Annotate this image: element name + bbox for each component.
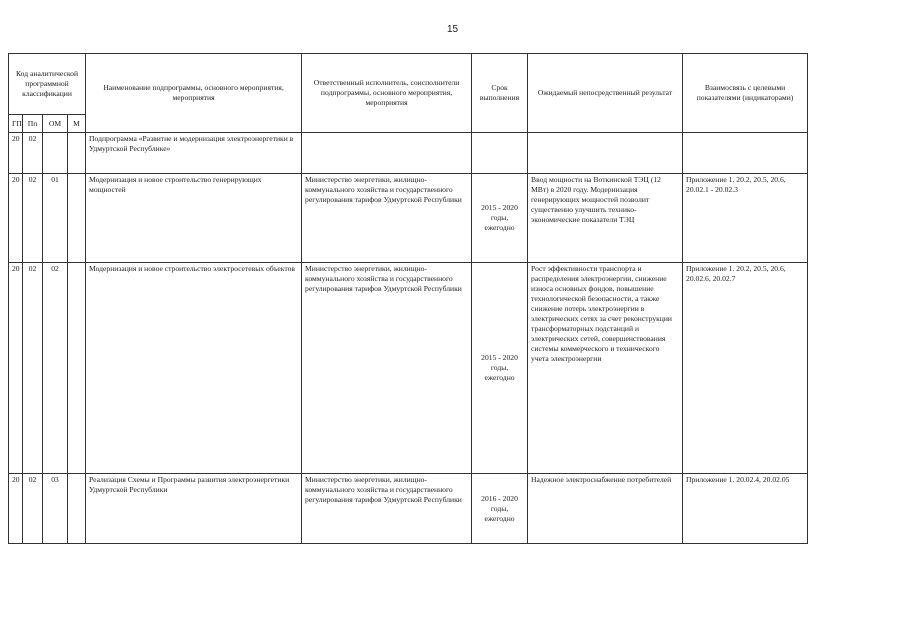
cell-pp: 02 [23, 133, 43, 174]
cell-om [43, 133, 68, 174]
cell-pp: 02 [23, 474, 43, 544]
cell-om: 03 [43, 474, 68, 544]
cell-result: Ввод мощности на Воткинской ТЭЦ (12 МВт) в 2020 году. Модернизация генерирующих мощностей позволит существенно улучшить технико-экономические показатели ТЭЦ [528, 174, 683, 263]
header-gp: ГП [9, 115, 23, 133]
cell-gp: 20 [9, 474, 23, 544]
cell-m [68, 474, 86, 544]
header-code: Код аналитической программной классификации [9, 54, 86, 115]
cell-executor: Министерство энергетики, жилищно-коммунального хозяйства и государственного регулирования тарифов Удмуртской Республики [302, 474, 472, 544]
cell-result: Рост эффективности транспорта и распределения электроэнергии, снижение износа основных фондов, повышение технологической безопасности, а также снижение потерь электроэнергии в электрических сетях за счет реконструкции трансформаторных подстанций и электрических сетей, совершенствования системы коммерческого и технического учета электроэнергии [528, 263, 683, 474]
header-result: Ожидаемый непосредственный результат [528, 54, 683, 133]
cell-om: 01 [43, 174, 68, 263]
header-m: М [68, 115, 86, 133]
table-row [9, 474, 808, 544]
cell-term: 2015 - 2020 годы, ежегодно [472, 263, 528, 474]
cell-term: 2015 - 2020 годы, ежегодно [472, 174, 528, 263]
header-om: ОМ [43, 115, 68, 133]
header-executor: Ответственный исполнитель, соисполнители подпрограммы, основного мероприятия, мероприятия [302, 54, 472, 133]
cell-link: Приложение 1. 20.02.4, 20.02.05 [683, 474, 808, 544]
header-pp: Пп [23, 115, 43, 133]
cell-m [68, 174, 86, 263]
cell-result [528, 133, 683, 174]
cell-gp: 20 [9, 263, 23, 474]
table-row [9, 263, 808, 474]
cell-result: Надежное электроснабжение потребителей [528, 474, 683, 544]
cell-name: Подпрограмма «Развитие и модернизация электроэнергетики в Удмуртской Республике» [86, 133, 302, 174]
cell-executor: Министерство энергетики, жилищно-коммунального хозяйства и государственного регулирования тарифов Удмуртской Республики [302, 263, 472, 474]
header-name: Наименование подпрограммы, основного мероприятия, мероприятия [86, 54, 302, 133]
cell-executor [302, 133, 472, 174]
cell-name: Модернизация и новое строительство генерирующих мощностей [86, 174, 302, 263]
cell-name: Модернизация и новое строительство электросетевых объектов [86, 263, 302, 474]
cell-term [472, 133, 528, 174]
cell-link [683, 133, 808, 174]
cell-pp: 02 [23, 263, 43, 474]
cell-gp: 20 [9, 174, 23, 263]
cell-gp: 20 [9, 133, 23, 174]
page-number: 15 [446, 24, 459, 35]
cell-term: 2016 - 2020 годы, ежегодно [472, 474, 528, 544]
header-link: Взаимосвязь с целевыми показателями (индикаторами) [683, 54, 808, 133]
cell-executor: Министерство энергетики, жилищно-коммунального хозяйства и государственного регулирования тарифов Удмуртской Республики [302, 174, 472, 263]
cell-m [68, 263, 86, 474]
cell-om: 02 [43, 263, 68, 474]
program-table [8, 53, 808, 544]
cell-m [68, 133, 86, 174]
table-row [9, 174, 808, 263]
table-row [9, 133, 808, 174]
cell-name: Реализация Схемы и Программы развития электроэнергетики Удмуртской Республики [86, 474, 302, 544]
cell-pp: 02 [23, 174, 43, 263]
header-term: Срок выполнения [472, 54, 528, 133]
cell-link: Приложение 1. 20.2, 20.5, 20.6, 20.02.1 - 20.02.3 [683, 174, 808, 263]
cell-link: Приложение 1. 20.2, 20.5, 20.6, 20.02.6, 20.02.7 [683, 263, 808, 474]
